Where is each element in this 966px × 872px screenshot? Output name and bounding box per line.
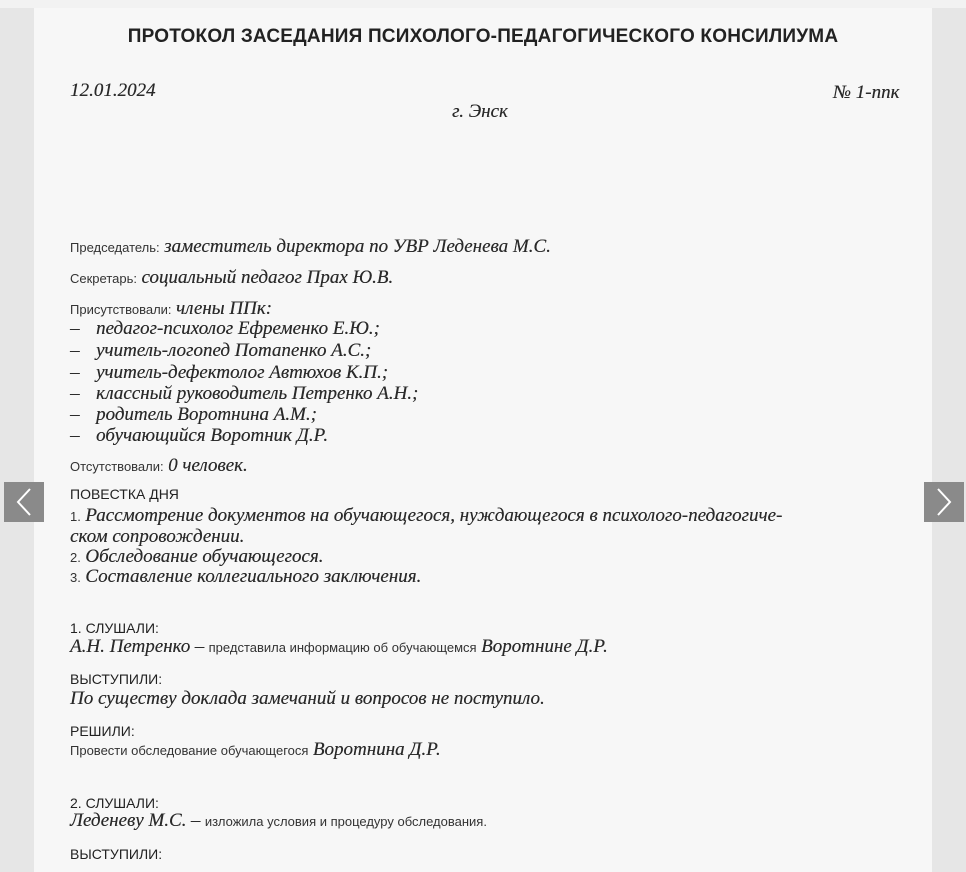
list-item: – обучающийся Воротник Д.Р. — [70, 425, 328, 446]
chevron-left-icon — [15, 487, 33, 517]
document-date: 12.01.2024 — [70, 80, 156, 101]
chair-value: заместитель директора по УВР Леденева М.С. — [164, 236, 551, 257]
agenda-item: 2. Обследование обучающегося. — [70, 546, 324, 567]
list-item: – педагог-психолог Ефременко Е.Ю.; — [70, 318, 380, 339]
section1-spoke-label: ВЫСТУПИЛИ: — [70, 671, 163, 687]
secretary-value: социальный педагог Прах Ю.В. — [141, 267, 394, 288]
agenda-item: 3. Составление коллегиального заключения. — [70, 566, 422, 587]
section1-heard-line: А.Н. Петренко – представила информацию об обучающемся Воротнине Д.Р. — [70, 636, 608, 657]
section1-spoke-text: По существу доклада замечаний и вопросов не поступило. — [70, 688, 545, 709]
secretary-label: Секретарь: — [70, 271, 137, 286]
agenda-heading: ПОВЕСТКА ДНЯ — [70, 486, 179, 502]
section2-heard-label: 2. СЛУШАЛИ: — [70, 795, 159, 811]
section1-decided-line: Провести обследование обучающегося Воротнина Д.Р. — [70, 739, 441, 760]
chair-label: Председатель: — [70, 240, 160, 255]
section1-decided-label: РЕШИЛИ: — [70, 723, 135, 739]
list-item: – классный руководитель Петренко А.Н.; — [70, 383, 419, 404]
chair-line — [70, 236, 551, 258]
right-gutter — [932, 8, 966, 872]
page-title: ПРОТОКОЛ ЗАСЕДАНИЯ ПСИХОЛОГО-ПЕДАГОГИЧЕСКОГО КОНСИЛИУМА — [127, 26, 839, 47]
list-item: – учитель-дефектолог Автюхов К.П.; — [70, 362, 389, 383]
list-item: – родитель Воротнина А.М.; — [70, 404, 317, 425]
agenda-item-continuation: ском сопровождении. — [70, 526, 245, 547]
absent-label: Отсутствовали: — [70, 459, 164, 474]
section1-heard-label: 1. СЛУШАЛИ: — [70, 620, 159, 636]
absent-line — [70, 455, 248, 477]
chevron-right-icon — [935, 487, 953, 517]
section2-heard-line: Леденеву М.С. – изложила условия и процедуру обследования. — [70, 810, 487, 831]
present-label: Присутствовали: — [70, 302, 172, 317]
secretary-line — [70, 267, 393, 289]
present-value: члены ППк: — [176, 298, 272, 319]
document-number: № 1-ппк — [833, 82, 900, 103]
list-item: – учитель-логопед Потапенко А.С.; — [70, 340, 372, 361]
agenda-item: 1. Рассмотрение документов на обучающегося, нуждающегося в психолого-педагогиче- — [70, 505, 783, 526]
prev-page-button[interactable] — [4, 482, 44, 522]
absent-value: 0 человек. — [168, 455, 248, 476]
left-gutter — [0, 8, 34, 872]
present-line — [70, 298, 272, 320]
document-city: г. Энск — [452, 101, 508, 122]
next-page-button[interactable] — [924, 482, 964, 522]
section2-spoke-label: ВЫСТУПИЛИ: — [70, 846, 163, 862]
